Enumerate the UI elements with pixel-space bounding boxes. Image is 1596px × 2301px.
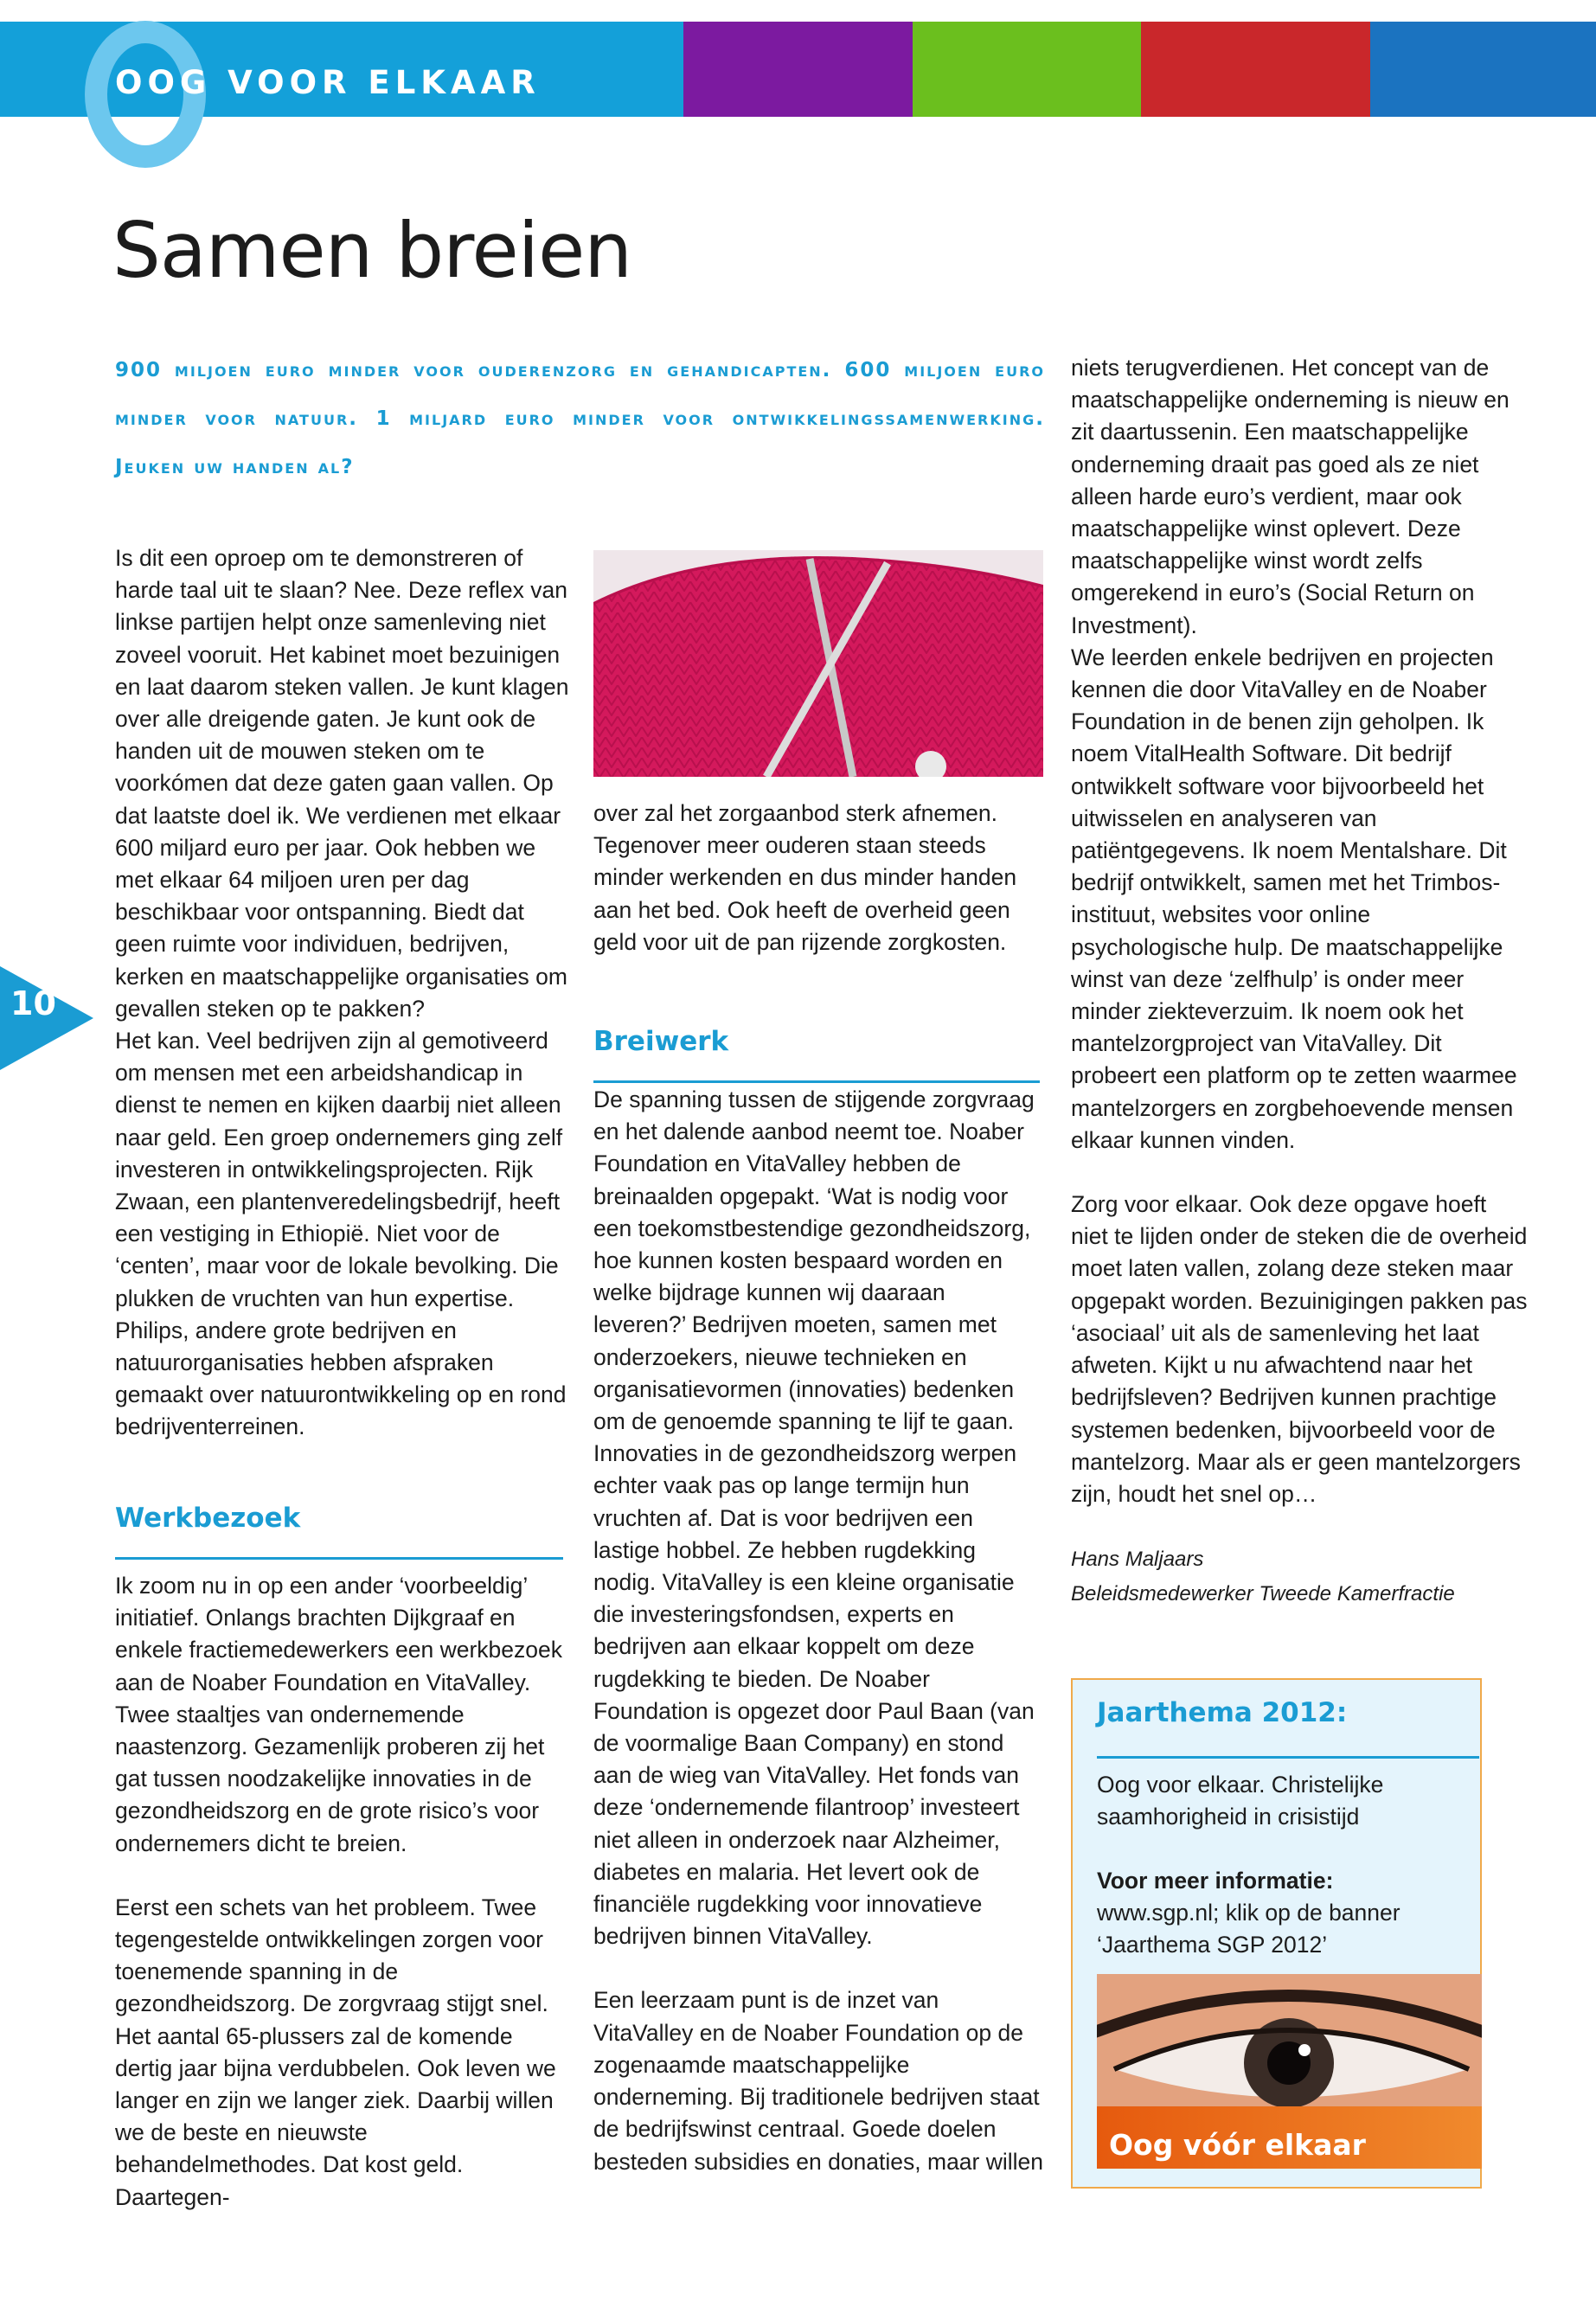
section-title: OOG VOOR ELKAAR	[115, 64, 541, 101]
author-name: Hans Maljaars	[1071, 1548, 1204, 1572]
info-box-link-text[interactable]: www.sgp.nl; klik op de banner ‘Jaarthema SGP 2012’	[1097, 1900, 1401, 1958]
article-column-left-lower	[115, 1570, 574, 2214]
article-column-left	[115, 542, 574, 1444]
eye-banner-strip	[1097, 2106, 1482, 2169]
paragraph: Het kan. Veel bedrijven zijn al gemotiveerd om mensen met een arbeidshandicap in dienst te nemen en kijken daarbij niet alleen naar geld. Een groep ondernemers ging zelf investeren in ontwikkelingsprojecten. Rijk Zwaan, een plantenveredelingsbedrijf, heeft een vestiging in Ethiopië. Niet voor de ‘centen’, maar voor de lokale bevolking. Die plukken de vruchten van hun expertise. Philips, andere grote bedrijven en natuurorganisaties hebben afspraken gemaakt over natuurontwikkeling op en rond bedrijventerreinen.	[115, 1028, 567, 1440]
article-column-right	[1071, 352, 1529, 1612]
info-box-paragraph: Oog voor elkaar. Christelijke saamhorigheid in crisistijd	[1097, 1772, 1384, 1830]
paragraph: We leerden enkele bedrijven en projecten kennen die door VitaValley en de Noaber Foundation in de benen zijn geholpen. Ik noem VitalHealth Software. Dit bedrijf ontwikkelt software voor bijvoorbeeld het uitwisselen en analyseren van patiëntgegevens. Ik noem Mentalshare. Dit bedrijf ontwikkelt, samen met het Trimbos-instituut, websites voor online psychologische hulp. De maatschappelijke winst van deze ‘zelfhulp’ is onder meer minder ziekteverzuim. Ik noem ook het mantelzorgproject van VitaValley. Dit probeert een platform op te zetten waarmee mantelzorgers en zorgbehoevende mensen elkaar kunnen vinden.	[1071, 644, 1517, 1153]
heading-breiwerk: Breiwerk	[593, 1026, 729, 1057]
article-column-middle-lower	[593, 1084, 1043, 2178]
author-role: Beleidsmedewerker Tweede Kamerfractie	[1071, 1582, 1455, 1606]
eye-banner-caption: Oog vóór elkaar	[1109, 2128, 1366, 2162]
info-box-label: Voor meer informatie:	[1097, 1868, 1334, 1894]
paragraph: Zorg voor elkaar. Ook deze opgave hoeft niet te lijden onder de steken die de overheid moet laten vallen, zolang deze steken maar opgepakt worden. Bezuinigingen pakken pas ‘asociaal’ uit als de samenleving het laat afweten. Kijkt u nu afwachtend naar het bedrijfsleven? Bedrijven kunnen prachtige systemen bedenken, bijvoorbeeld voor de mantelzorg. Maar als er geen mantelzorgers zijn, houdt het snel op…	[1071, 1191, 1528, 1507]
heading-rule	[593, 1080, 1040, 1083]
info-box-text	[1097, 1769, 1477, 1961]
knitting-photo	[593, 550, 1043, 777]
paragraph: Een leerzaam punt is de inzet van VitaValley en de Noaber Foundation op de zogenaamde maatschappelijke onderneming. Bij traditionele bedrijven staat de bedrijfswinst centraal. Goede doelen besteden subsidies en donaties, maar willen	[593, 1987, 1044, 2175]
page-title: Samen breien	[112, 206, 632, 295]
paragraph: Ik zoom nu in op een ander ‘voorbeeldig’ initiatief. Onlangs brachten Dijkgraaf en enkele fractiemedewerkers een werkbezoek aan de Noaber Foundation en VitaValley. Twee staaltjes van ondernemende naastenzorg. Gezamenlijk proberen zij het gat tussen noodzakelijke innovaties in de gezondheidszorg en de grote risico’s voor ondernemers dicht te breien.	[115, 1573, 563, 1856]
article-column-middle	[593, 798, 1043, 958]
info-box-heading: Jaarthema 2012:	[1097, 1697, 1348, 1728]
paragraph: over zal het zorgaanbod sterk afnemen. Tegenover meer ouderen staan steeds minder werkenden en dus minder handen aan het bed. Ook heeft de overheid geen geld voor uit de pan rijzende zorgkosten.	[593, 800, 1017, 955]
paragraph: Eerst een schets van het probleem. Twee tegengestelde ontwikkelingen zorgen voor toenemende spanning in de gezondheidszorg. De zorgvraag stijgt snel. Het aantal 65-plussers zal de komende dertig jaar bijna verdubbelen. Ook leven we langer en zijn we langer ziek. Daarbij willen we de beste en nieuwste behandelmethodes. Dat kost geld. Daartegen-	[115, 1894, 556, 2210]
heading-rule	[1097, 1756, 1479, 1759]
header-band-green	[913, 22, 1141, 117]
heading-rule	[115, 1557, 563, 1560]
article-intro: 900 miljoen euro minder voor ouderenzorg en gehandicapten. 600 miljoen euro minder voor natuur. 1 miljard euro minder voor ontwikkelingssamenwerking. Jeuken uw handen al?	[115, 359, 1045, 478]
eye-banner-image[interactable]	[1097, 1974, 1482, 2169]
page-number: 10	[10, 984, 56, 1022]
paragraph: De spanning tussen de stijgende zorgvraag en het dalende aanbod neemt toe. Noaber Foundation en VitaValley hebben de breinaalden opgepakt. ‘Wat is nodig voor een toekomstbestendige gezondheidszorg, hoe kunnen kosten bespaard worden en welke bijdrage kunnen wij daaraan leveren?’ Bedrijven moeten, samen met onderzoekers, nieuwe technieken en organisatievormen (innovaties) bedenken om de genoemde spanning te lijf te gaan. Innovaties in de gezondheidszorg werpen echter vaak pas op lange termijn hun vruchten af. Dat is voor bedrijven een lastige hobbel. Ze hebben rugdekking nodig. VitaValley is een kleine organisatie die investeringsfondsen, experts en bedrijven aan elkaar koppelt om deze rugdekking te bieden. De Noaber Foundation is opgezet door Paul Baan (van de voormalige Baan Company) en stond aan de wieg van VitaValley. Het fonds van deze ‘ondernemende filantroop’ investeert niet alleen in onderzoek naar Alzheimer, diabetes en malaria. Het levert ook de financiële rugdekking voor innovatieve bedrijven binnen VitaValley.	[593, 1086, 1035, 1950]
paragraph: Is dit een oproep om te demonstreren of harde taal uit te slaan? Nee. Deze reflex van linkse partijen helpt onze samenleving niet zoveel vooruit. Het kabinet moet bezuinigen en laat daarom steken vallen. Je kunt klagen over alle dreigende gaten. Je kunt ook de handen uit de mouwen steken om te voorkómen dat deze gaten gaan vallen. Op dat laatste doel ik. We verdienen met elkaar 600 miljard euro per jaar. Ook hebben we met elkaar 64 miljoen uren per dag beschikbaar voor ontspanning. Biedt dat geen ruimte voor individuen, bedrijven, kerken en maatschappelijke organisaties om gevallen steken op te pakken?	[115, 545, 569, 1022]
header-band-red	[1141, 22, 1370, 117]
heading-werkbezoek: Werkbezoek	[115, 1503, 301, 1534]
knitting-illustration	[593, 550, 1043, 777]
paragraph: niets terugverdienen. Het concept van de maatschappelijke onderneming is nieuw en zit daartussenin. Een maatschappelijke onderneming draait pas goed als ze niet alleen harde euro’s verdient, maar ook maatschappelijke winst oplevert. Deze maatschappelijke winst wordt zelfs omgerekend in euro’s (Social Return on Investment).	[1071, 355, 1509, 638]
header-band-purple	[683, 22, 913, 117]
info-box	[1071, 1678, 1482, 2189]
header-band-dark-blue	[1370, 22, 1596, 117]
